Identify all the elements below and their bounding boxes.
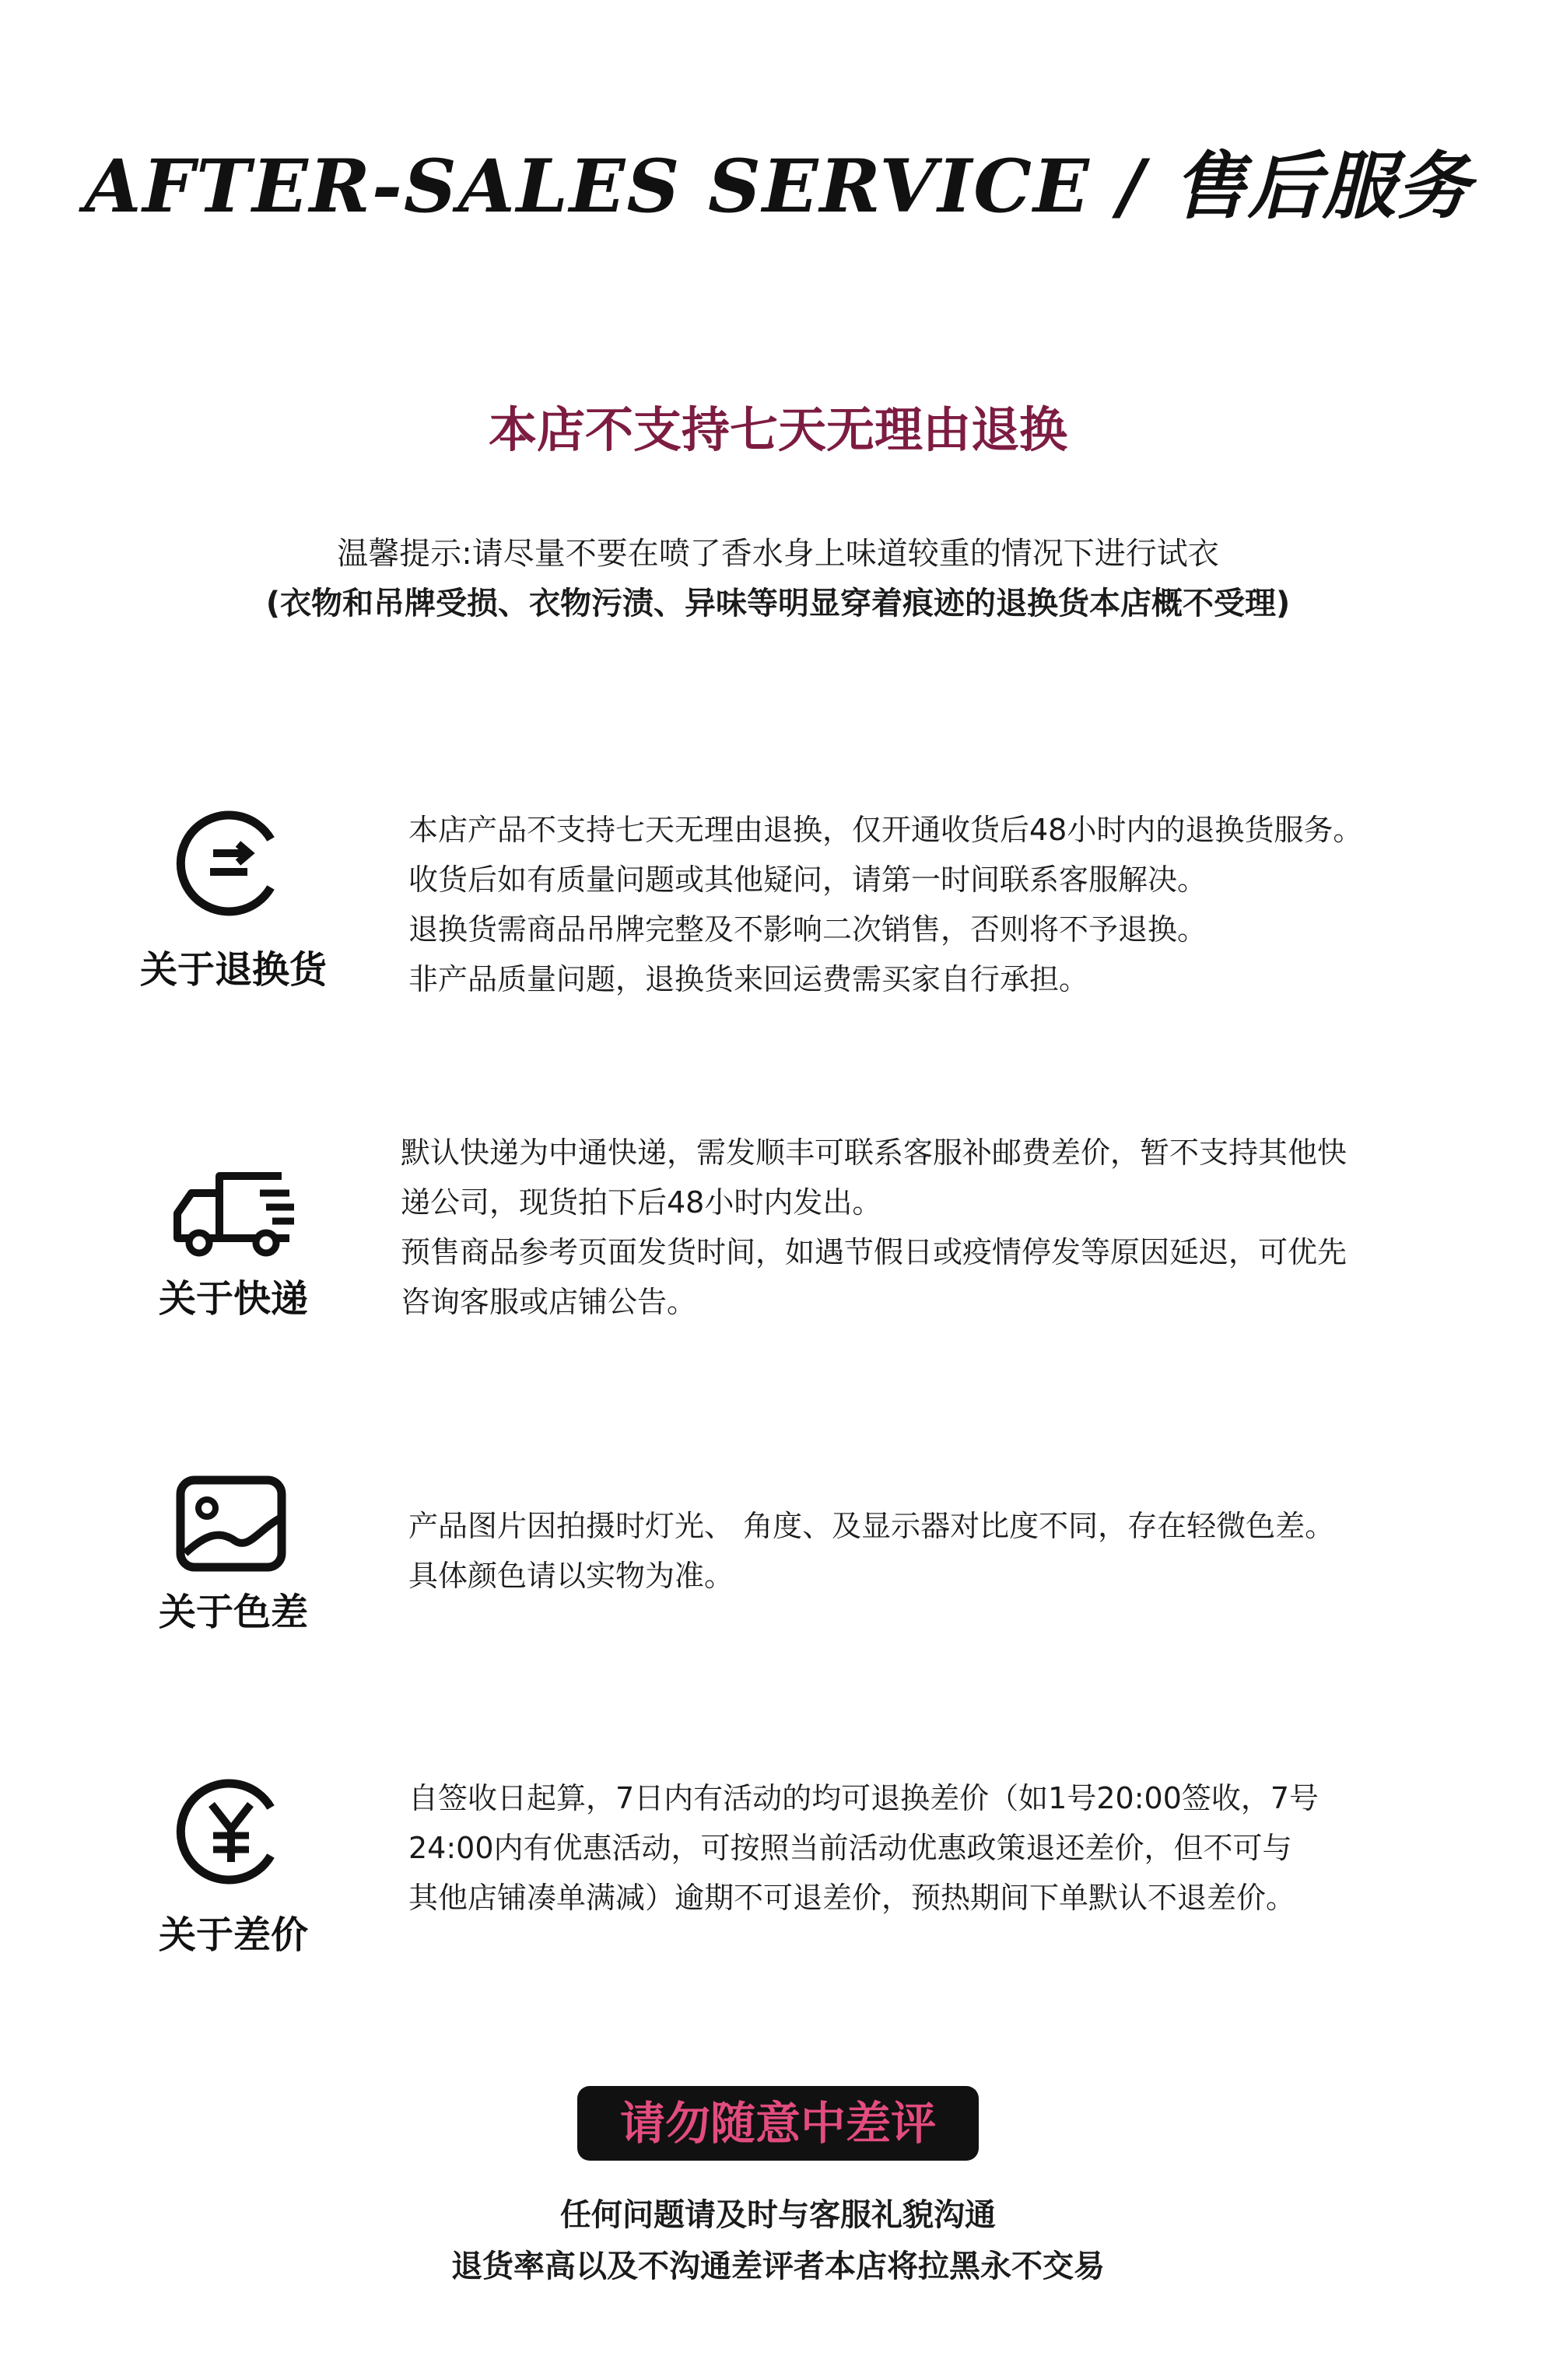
- page-title: AFTER-SALES SERVICE / 售后服务: [84, 144, 1472, 229]
- section-lines: [408, 1501, 1334, 1601]
- tip-block: [0, 529, 1556, 628]
- delivery-truck-icon: [173, 1167, 297, 1260]
- section-label: 关于色差: [158, 1591, 308, 1634]
- footer-line: 退货率高以及不沟通差评者本店将拉黑永不交易: [451, 2249, 1105, 2284]
- warning-badge: 请勿随意中差评: [577, 2086, 979, 2161]
- section-line: 退换货需商品吊牌完整及不影响二次销售，否则将不予退换。: [408, 912, 1207, 947]
- footer-line: 任何问题请及时与客服礼貌沟通: [560, 2197, 996, 2233]
- yuan-currency-icon: [173, 1773, 289, 1890]
- section-line: 预售商品参考页面发货时间，如遇节假日或疫情停发等原因延迟，可优先: [401, 1235, 1347, 1269]
- section-line: 自签收日起算，7日内有活动的均可退换差价（如1号20:00签收，7号: [408, 1781, 1319, 1815]
- return-exchange-icon: [173, 805, 289, 922]
- section-line: 递公司，现货拍下后48小时内发出。: [401, 1185, 882, 1220]
- section-line: 产品图片因拍摄时灯光、 角度、及显示器对比度不同，存在轻微色差。: [408, 1509, 1335, 1543]
- tip-line: 温馨提示:请尽量不要在喷了香水身上味道较重的情况下进行试衣: [337, 536, 1219, 572]
- section-lines: [408, 805, 1362, 1004]
- section-lines: [401, 1128, 1347, 1327]
- section-line: 其他店铺凑单满减）逾期不可退差价，预热期间下单默认不退差价。: [408, 1881, 1296, 1915]
- policy-headline: 本店不支持七天无理由退换: [488, 401, 1067, 458]
- footer-notice: [0, 2189, 1556, 2292]
- section-label: 关于快递: [158, 1277, 308, 1321]
- section-line: 默认快递为中通快递，需发顺丰可联系客服补邮费差价，暂不支持其他快: [401, 1136, 1347, 1170]
- section-return-exchange: [0, 805, 1556, 1038]
- section-color-difference: [0, 1474, 1556, 1676]
- section-price-difference: [0, 1773, 1556, 1983]
- section-delivery: [0, 1128, 1556, 1361]
- section-line: 非产品质量问题，退换货来回运费需买家自行承担。: [408, 962, 1089, 996]
- section-lines: [408, 1773, 1319, 1923]
- section-label: 关于退换货: [139, 948, 327, 992]
- section-line: 24:00内有优惠活动，可按照当前活动优惠政策退还差价，但不可与: [408, 1831, 1292, 1865]
- picture-icon: [174, 1474, 288, 1573]
- tip-line: (衣物和吊牌受损、衣物污渍、异味等明显穿着痕迹的退换货本店概不受理): [265, 586, 1291, 621]
- section-line: 咨询客服或店铺公告。: [401, 1285, 697, 1319]
- section-line: 本店产品不支持七天无理由退换，仅开通收货后48小时内的退换货服务。: [408, 813, 1363, 847]
- section-label: 关于差价: [158, 1913, 308, 1957]
- section-line: 具体颜色请以实物为准。: [408, 1559, 734, 1593]
- section-line: 收货后如有质量问题或其他疑问，请第一时间联系客服解决。: [408, 863, 1207, 897]
